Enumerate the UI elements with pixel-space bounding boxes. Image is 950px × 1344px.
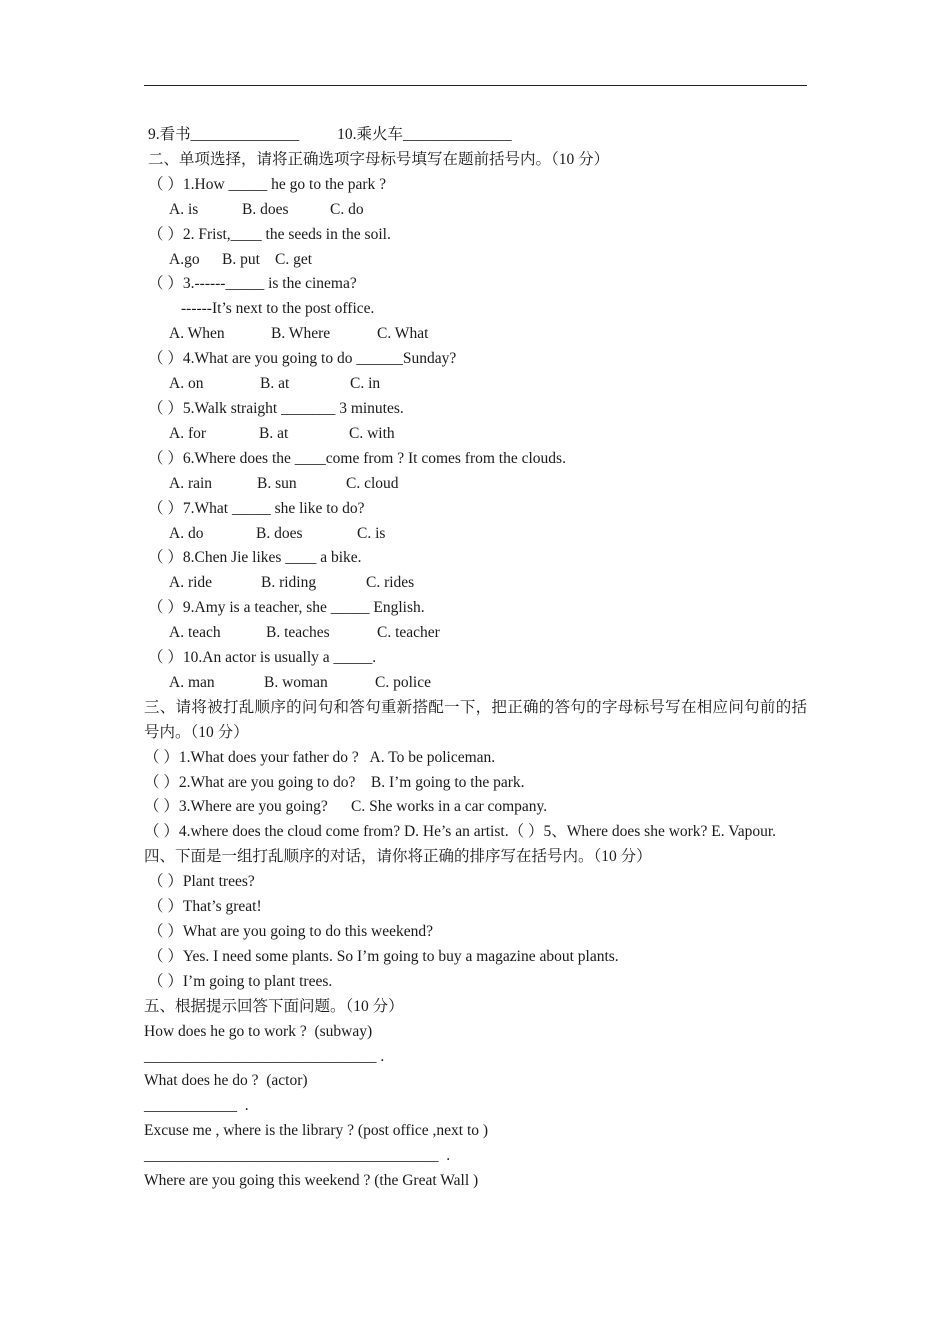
question-4: （ ）4.What are you going to do ______Sunday? <box>148 350 457 368</box>
section3-lines <box>144 746 807 846</box>
option-c: C. teacher <box>377 624 440 642</box>
option-b: B. teaches <box>266 624 330 642</box>
vocab-item-10: 10.乘火车______________ <box>337 126 512 143</box>
question-1: （ ）1.How _____ he go to the park ? <box>148 175 387 193</box>
option-a: A. is <box>169 200 199 218</box>
options-row <box>144 422 807 447</box>
dialogue-line-5: （ ）I’m going to plant trees. <box>148 972 333 990</box>
options-row <box>144 372 807 397</box>
header-rule <box>144 85 807 86</box>
option-c: C. in <box>350 375 381 393</box>
worksheet <box>144 123 807 1194</box>
dialogue-line-4: （ ）Yes. I need some plants. So I’m going to buy a magazine about plants. <box>148 947 619 965</box>
option-a: A. rain <box>169 474 213 492</box>
option-a: A. do <box>169 524 204 542</box>
option-c: C. police <box>375 673 431 691</box>
options-row <box>144 198 807 223</box>
option-b: B. woman <box>264 673 328 691</box>
option-c: C. rides <box>366 574 415 592</box>
options-row <box>144 248 807 273</box>
option-a: A. on <box>169 375 204 393</box>
options-row <box>144 621 807 646</box>
option-b: B. at <box>260 375 290 393</box>
match-line-3: （ ）3.Where are you going? C. She works in a car company. <box>144 798 548 816</box>
option-b: B. at <box>259 424 289 442</box>
question-1: How does he go to work ? (subway) <box>144 1022 373 1040</box>
option-a: A. for <box>169 424 207 442</box>
section2-title: 二、单项选择，请将正确选项字母标号填写在题前括号内。（10 分） <box>148 150 610 168</box>
section5-title: 五、根据提示回答下面问题。（10 分） <box>144 997 404 1015</box>
question-4: Where are you going this weekend ? (the Great Wall ) <box>144 1172 479 1190</box>
section2-questions <box>144 173 807 696</box>
section3-title: 三、请将被打乱顺序的问句和答句重新搭配一下，把正确的答句的字母标号写在相应问句前的括号内。（10 分） <box>144 698 807 741</box>
option-b: B. does <box>256 524 303 542</box>
answer-line-3: ______________________________________ . <box>144 1147 451 1165</box>
options-row <box>144 472 807 497</box>
dialogue-line-3: （ ）What are you going to do this weekend? <box>148 923 433 940</box>
section4-title: 四、下面是一组打乱顺序的对话，请你将正确的排序写在括号内。（10 分） <box>144 848 652 866</box>
option-c: C. cloud <box>346 474 399 492</box>
option-a: A. teach <box>169 624 221 642</box>
section5-items <box>144 1020 807 1194</box>
match-line-1: （ ）1.What does your father do ? A. To be policeman. <box>144 748 496 766</box>
options-row <box>144 522 807 547</box>
answer-line-2: ____________ . <box>144 1097 249 1115</box>
question-8: （ ）8.Chen Jie likes ____ a bike. <box>148 549 362 567</box>
answer-line-1: ______________________________ . <box>144 1047 385 1065</box>
option-a: A. When <box>169 325 225 343</box>
option-a: A.go <box>169 250 200 268</box>
question-3-reply: ------It’s next to the post office. <box>181 300 375 318</box>
option-b: B. sun <box>257 474 297 492</box>
question-10: （ ）10.An actor is usually a _____. <box>148 649 377 667</box>
option-c: C. get <box>275 250 313 268</box>
option-a: A. man <box>169 673 215 691</box>
section4-lines <box>144 870 807 995</box>
options-row <box>144 571 807 596</box>
option-b: B. riding <box>261 574 317 592</box>
question-2: （ ）2. Frist,____ the seeds in the soil. <box>148 225 391 243</box>
question-2: What does he do ? (actor) <box>144 1072 308 1090</box>
question-6: （ ）6.Where does the ____come from ? It comes from the clouds. <box>148 449 566 467</box>
question-3: Excuse me , where is the library ? (post office ,next to ) <box>144 1122 489 1140</box>
options-row <box>144 671 807 696</box>
match-line-2: （ ）2.What are you going to do? B. I’m going to the park. <box>144 773 525 791</box>
option-c: C. is <box>357 524 386 542</box>
option-b: B. Where <box>271 325 331 343</box>
options-row <box>144 322 807 347</box>
dialogue-line-1: （ ）Plant trees? <box>148 873 255 891</box>
vocab-item-9: 9.看书______________ <box>148 126 300 143</box>
option-c: C. with <box>349 424 395 442</box>
match-line-4: （ ）4.where does the cloud come from? D. He’s an artist.（ ）5、Where does she work? E. Vapour. <box>144 823 777 841</box>
question-9: （ ）9.Amy is a teacher, she _____ English. <box>148 599 425 617</box>
option-b: B. does <box>242 200 289 218</box>
question-3: （ ）3.------_____ is the cinema? <box>148 275 357 293</box>
option-b: B. put <box>222 250 260 268</box>
option-c: C. What <box>377 325 429 343</box>
question-7: （ ）7.What _____ she like to do? <box>148 499 365 517</box>
question-5: （ ）5.Walk straight _______ 3 minutes. <box>148 399 404 417</box>
option-a: A. ride <box>169 574 213 592</box>
option-c: C. do <box>330 200 364 218</box>
vocab-line <box>144 123 807 148</box>
dialogue-line-2: （ ）That’s great! <box>148 898 262 916</box>
